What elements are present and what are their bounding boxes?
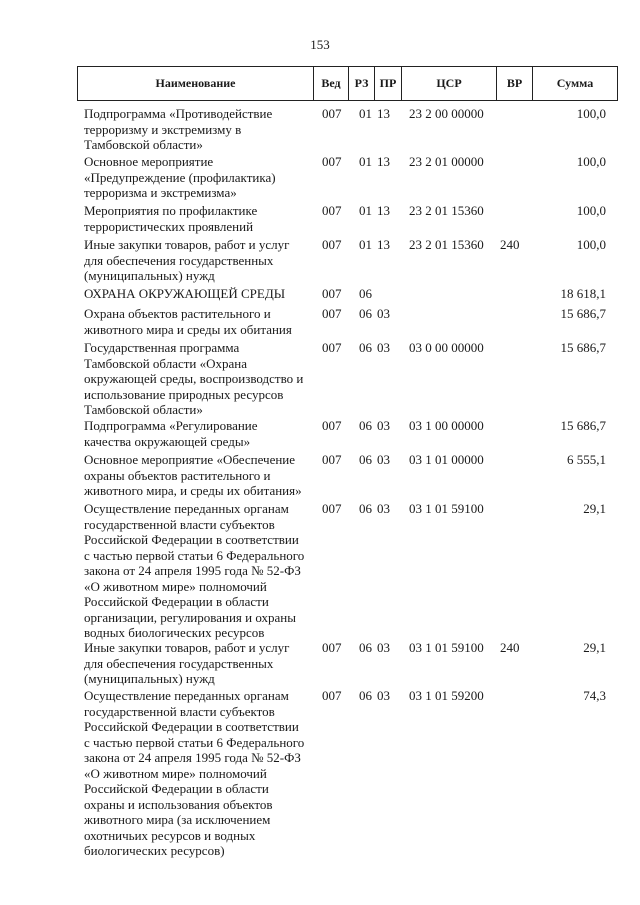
row-ved: 007 [322, 203, 342, 218]
row-rz: 06 [359, 418, 372, 433]
row-name-line: окружающей среды, воспроизводство и [84, 371, 304, 386]
row-vr: 240 [500, 237, 520, 252]
row-name-line: организации, регулирования и охраны [84, 609, 296, 625]
row-pr: 13 [377, 106, 390, 121]
row-pr: 13 [377, 154, 390, 169]
row-name-line: Российской Федерации в соответствии [84, 532, 299, 547]
row-pr: 13 [377, 203, 390, 218]
row-name-line: «Предупреждение (профилактика) [84, 169, 276, 185]
row-name-line: охотничьих ресурсов и водных [84, 827, 256, 843]
row-name [84, 203, 314, 234]
row-pr: 03 [377, 501, 390, 516]
row-sum: 18 618,1 [560, 286, 606, 301]
row-sum: 100,0 [576, 154, 606, 169]
row-name-line: «О животном мире» полномочий [84, 765, 267, 781]
row-csr: 03 1 01 59100 [409, 640, 484, 655]
row-ved: 007 [322, 452, 342, 467]
row-name [84, 418, 314, 449]
row-name-line: Осуществление переданных органам [84, 688, 289, 703]
row-name-line: «О животном мире» полномочий [84, 578, 267, 594]
row-csr: 03 1 01 00000 [409, 452, 484, 467]
header-sum: Сумма [532, 67, 617, 100]
row-name-line: (муниципальных) нужд [84, 671, 215, 686]
row-name-line: животного мира и среды их обитания [84, 321, 292, 337]
row-sum: 74,3 [583, 688, 606, 703]
row-name-line: ОХРАНА ОКРУЖАЮЩЕЙ СРЕДЫ [84, 286, 286, 301]
header-rz: РЗ [348, 67, 374, 100]
row-sum: 100,0 [576, 237, 606, 252]
row-name-line: закона от 24 апреля 1995 года № 52-ФЗ [84, 750, 301, 765]
row-name [84, 286, 314, 302]
row-rz: 06 [359, 501, 372, 516]
row-rz: 01 [359, 106, 372, 121]
row-pr: 03 [377, 340, 390, 355]
row-name-line: терроризма и экстремизма» [84, 185, 237, 200]
row-name-line: террористических проявлений [84, 218, 254, 234]
row-sum: 15 686,7 [560, 306, 606, 321]
row-name-line: терроризму и экстремизму в [84, 121, 242, 137]
row-name-line: Государственная программа [84, 340, 240, 355]
row-sum: 100,0 [576, 203, 606, 218]
header-vr: ВР [496, 67, 532, 100]
row-csr: 23 2 00 00000 [409, 106, 484, 121]
row-csr: 23 2 01 15360 [409, 237, 484, 252]
row-pr: 03 [377, 688, 390, 703]
row-sum: 6 555,1 [567, 452, 606, 467]
row-pr: 13 [377, 237, 390, 252]
row-csr: 23 2 01 00000 [409, 154, 484, 169]
row-sum: 15 686,7 [560, 340, 606, 355]
row-pr: 03 [377, 418, 390, 433]
row-name-line: водных биологических ресурсов [84, 625, 265, 640]
row-rz: 01 [359, 237, 372, 252]
row-name-line: Подпрограмма «Регулирование [84, 418, 258, 433]
row-name [84, 640, 314, 687]
row-name-line: Тамбовской области» [84, 402, 203, 417]
row-rz: 06 [359, 286, 372, 301]
row-name-line: охраны и использования объектов [84, 796, 273, 812]
row-name-line: Тамбовской области «Охрана [84, 355, 248, 371]
row-name-line: Мероприятия по профилактике [84, 203, 258, 218]
row-name-line: закона от 24 апреля 1995 года № 52-ФЗ [84, 563, 301, 578]
row-csr: 03 1 00 00000 [409, 418, 484, 433]
row-name [84, 154, 314, 201]
row-rz: 06 [359, 340, 372, 355]
row-name-line: для обеспечения государственных [84, 252, 274, 268]
row-pr: 03 [377, 640, 390, 655]
row-ved: 007 [322, 154, 342, 169]
row-csr: 03 0 00 00000 [409, 340, 484, 355]
row-name-line: с частью первой статьи 6 Федерального [84, 734, 305, 750]
row-rz: 06 [359, 306, 372, 321]
header-ved: Вед [313, 67, 348, 100]
header-csr: ЦСР [401, 67, 496, 100]
row-rz: 01 [359, 154, 372, 169]
row-name-line: Иные закупки товаров, работ и услуг [84, 640, 290, 655]
row-ved: 007 [322, 418, 342, 433]
row-csr: 03 1 01 59200 [409, 688, 484, 703]
row-name-line: Российской Федерации в соответствии [84, 719, 299, 734]
row-rz: 06 [359, 452, 372, 467]
row-name-line: использование природных ресурсов [84, 386, 284, 402]
row-name-line: с частью первой статьи 6 Федерального [84, 547, 305, 563]
row-name-line: животного мира (за исключением [84, 812, 271, 827]
row-name-line: для обеспечения государственных [84, 655, 274, 671]
row-name-line: (муниципальных) нужд [84, 268, 215, 283]
row-name-line: качества окружающей среды» [84, 433, 251, 449]
row-name [84, 340, 314, 418]
row-sum: 29,1 [583, 501, 606, 516]
row-sum: 29,1 [583, 640, 606, 655]
page-number: 153 [310, 37, 330, 52]
row-sum: 100,0 [576, 106, 606, 121]
row-name [84, 237, 314, 284]
header-name: Наименование [155, 76, 236, 90]
row-csr: 03 1 01 59100 [409, 501, 484, 516]
row-rz: 01 [359, 203, 372, 218]
row-rz: 06 [359, 688, 372, 703]
header-pr: ПР [374, 67, 401, 100]
row-ved: 007 [322, 237, 342, 252]
row-name-line: Тамбовской области» [84, 137, 203, 152]
row-name-line: государственной власти субъектов [84, 516, 275, 532]
row-sum: 15 686,7 [560, 418, 606, 433]
row-name-line: Охрана объектов растительного и [84, 306, 271, 321]
row-name-line: Подпрограмма «Противодействие [84, 106, 273, 121]
row-name [84, 106, 314, 153]
row-ved: 007 [322, 306, 342, 321]
row-ved: 007 [322, 340, 342, 355]
row-name-line: Осуществление переданных органам [84, 501, 289, 516]
row-name-line: биологических ресурсов) [84, 843, 225, 858]
row-name-line: Иные закупки товаров, работ и услуг [84, 237, 290, 252]
row-pr: 03 [377, 306, 390, 321]
row-name [84, 501, 314, 641]
row-ved: 007 [322, 501, 342, 516]
row-ved: 007 [322, 286, 342, 301]
row-name [84, 306, 314, 337]
row-name-line: Российской Федерации в области [84, 781, 269, 796]
table-header [77, 66, 618, 101]
row-ved: 007 [322, 688, 342, 703]
row-name [84, 452, 314, 499]
row-name-line: Основное мероприятие «Обеспечение [84, 452, 296, 467]
row-name-line: охраны объектов растительного и [84, 467, 271, 483]
row-ved: 007 [322, 106, 342, 121]
row-vr: 240 [500, 640, 520, 655]
row-name-line: Российской Федерации в области [84, 594, 269, 609]
row-pr: 03 [377, 452, 390, 467]
row-name-line: государственной власти субъектов [84, 703, 275, 719]
row-name [84, 688, 314, 859]
row-ved: 007 [322, 640, 342, 655]
row-name-line: Основное мероприятие [84, 154, 214, 169]
row-name-line: животного мира, и среды их обитания» [84, 483, 302, 498]
row-rz: 06 [359, 640, 372, 655]
row-csr: 23 2 01 15360 [409, 203, 484, 218]
